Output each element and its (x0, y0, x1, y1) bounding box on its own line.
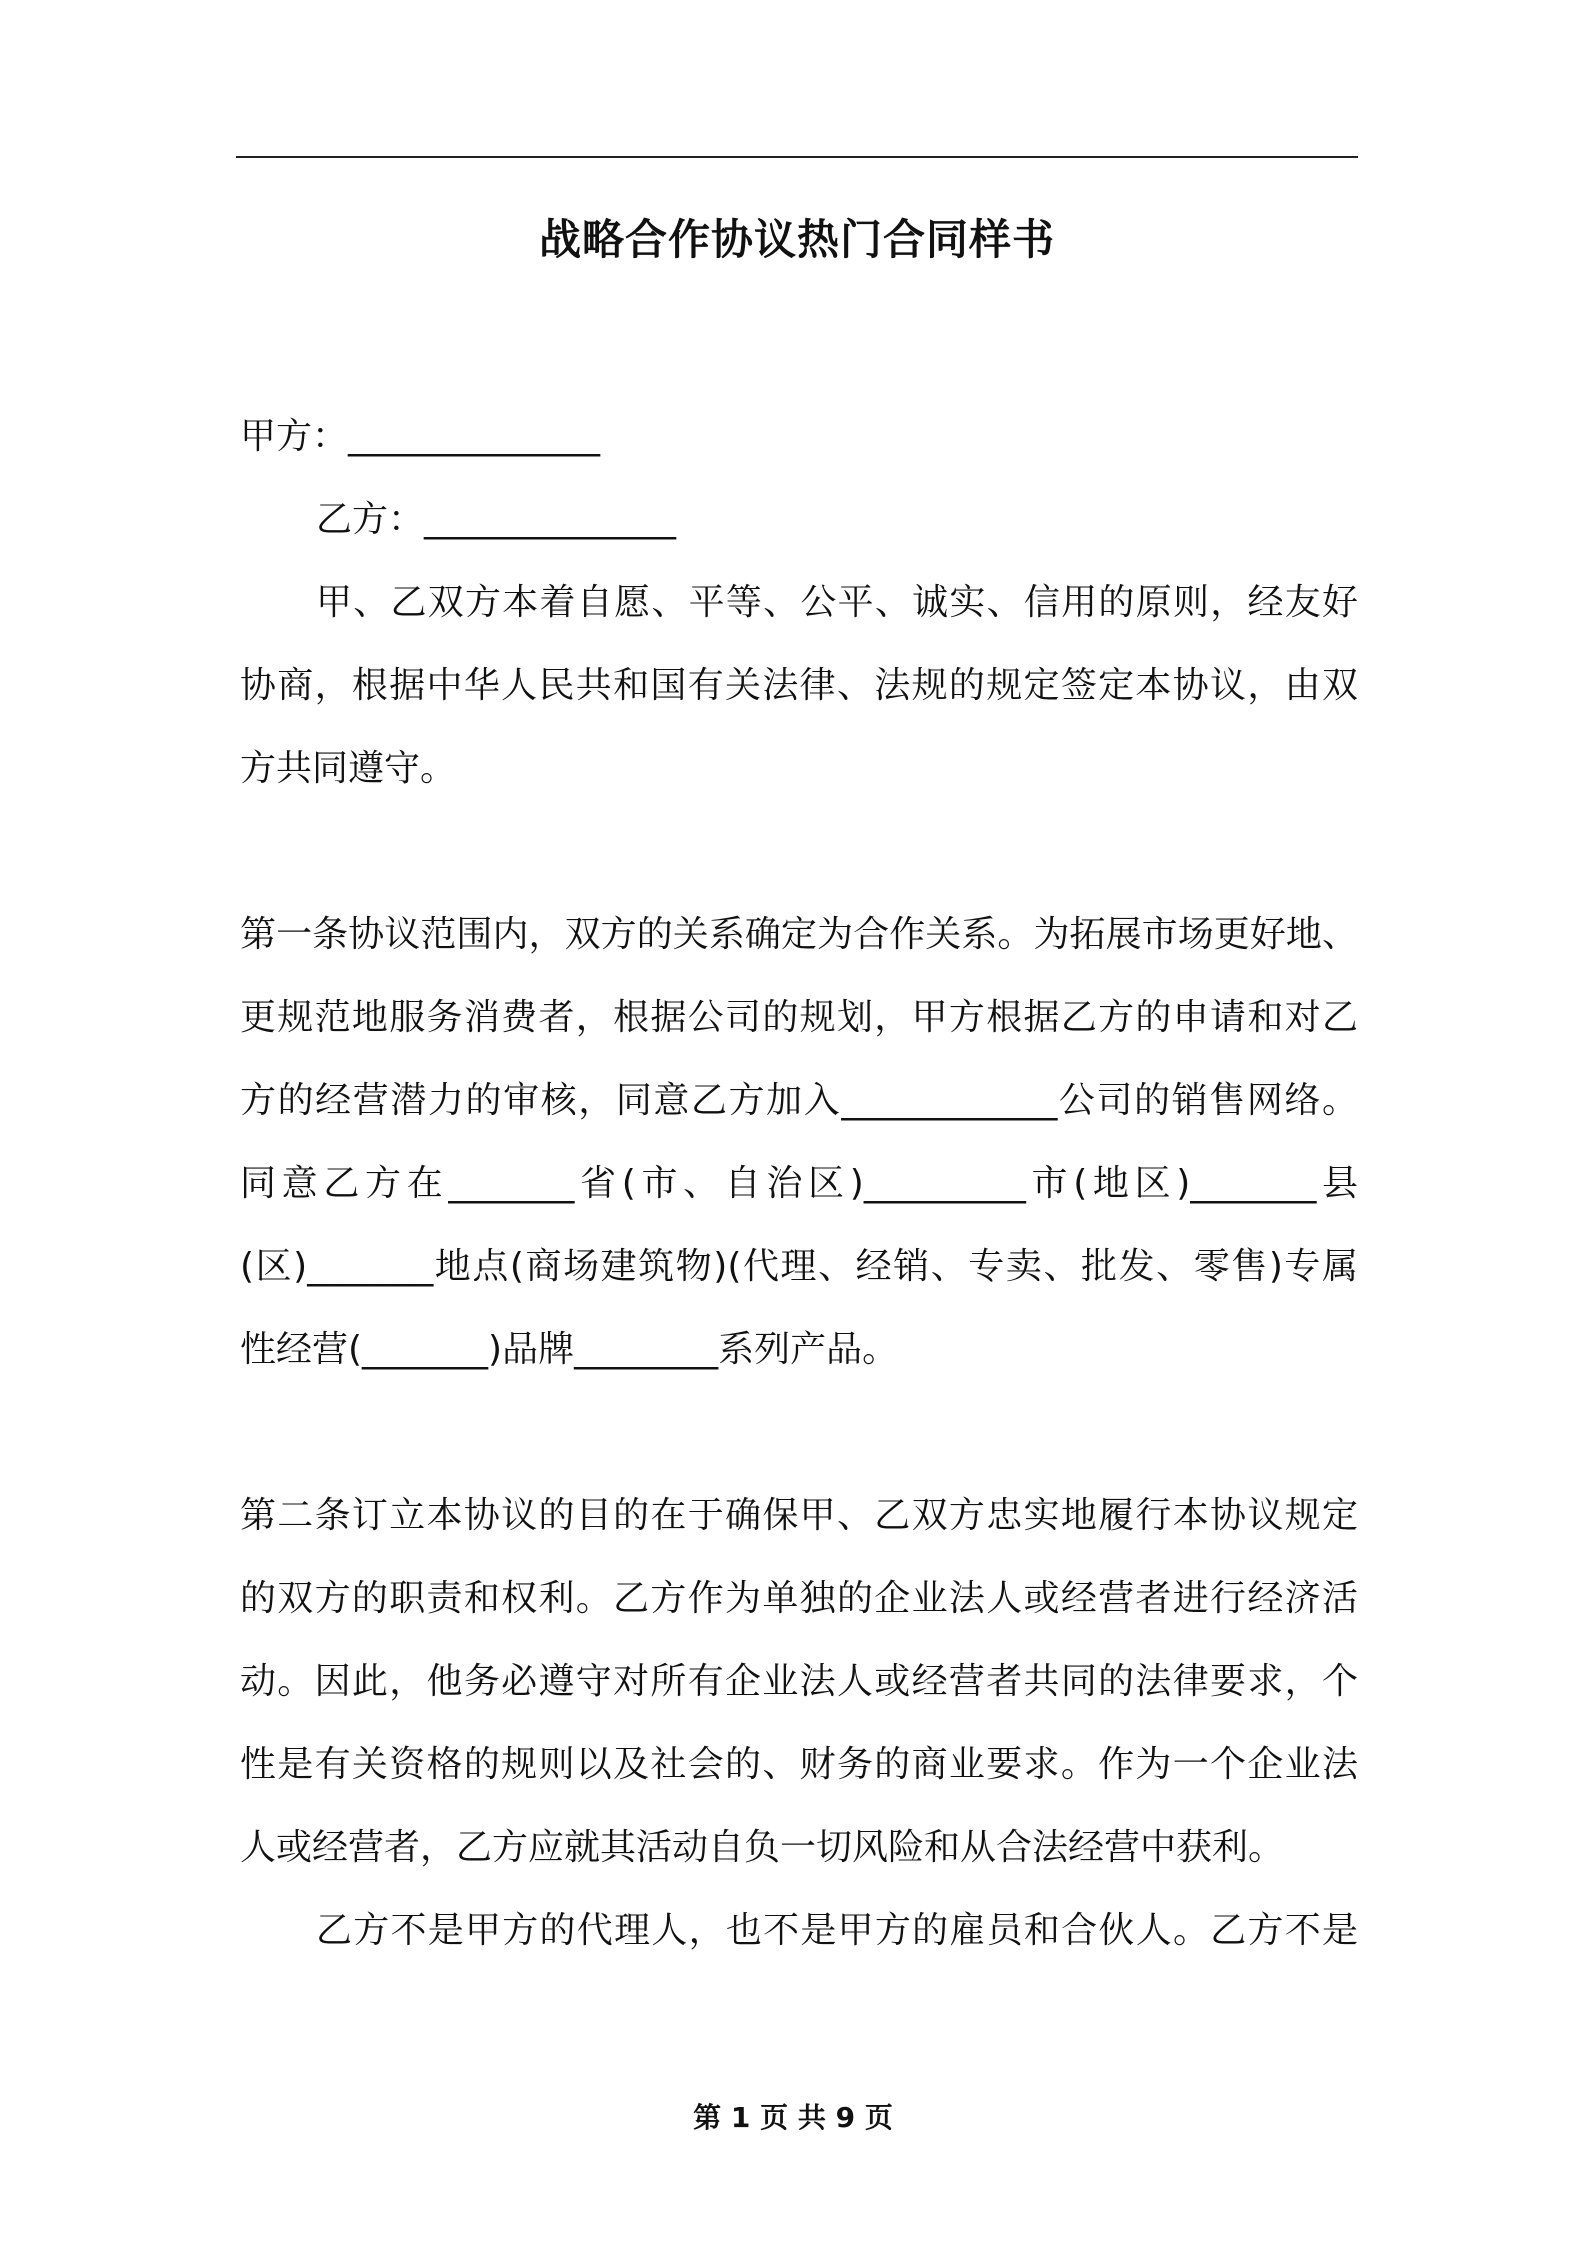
party-a-block (240, 395, 1358, 478)
intro-line: 方共同遵守。 (240, 748, 457, 789)
article-2-line: 人或经营者，乙方应就其活动自负一切风险和从合法经营中获利。 (240, 1827, 1285, 1868)
article-1-line: 性经营(_______)品牌________系列产品。 (240, 1329, 899, 1370)
header-rule (236, 156, 1358, 158)
article-1-line: 第一条协议范围内，双方的关系确定为合作关系。为拓展市场更好地、 (240, 914, 1358, 955)
intro-line: 甲、乙双方本着自愿、平等、公平、诚实、信用的原则，经友好 (316, 582, 1358, 623)
article-2-line: 动。因此，他务必遵守对所有企业法人或经营者共同的法律要求，个 (240, 1661, 1358, 1702)
document-title: 战略合作协议热门合同样书 (538, 215, 1055, 264)
article-2-line: 性是有关资格的规则以及社会的、财务的商业要求。作为一个企业法 (240, 1744, 1358, 1785)
article-1-line: 更规范地服务消费者，根据公司的规划，甲方根据乙方的申请和对乙 (240, 997, 1358, 1038)
article-2-line: 乙方不是甲方的代理人，也不是甲方的雇员和合伙人。乙方不是 (316, 1910, 1358, 1951)
party-b-block (240, 478, 1358, 561)
article-1-line: (区)_______地点(商场建筑物)(代理、经销、专卖、批发、零售)专属 (240, 1246, 1358, 1287)
article-2-paragraph (240, 1474, 1358, 1972)
intro-line: 协商，根据中华人民共和国有关法律、法规的规定签定本协议，由双 (240, 665, 1358, 706)
article-2-line: 的双方的职责和权利。乙方作为单独的企业法人或经营者进行经济活 (240, 1578, 1358, 1619)
article-1-line: 方的经营潜力的审核，同意乙方加入____________公司的销售网络。 (240, 1080, 1358, 1121)
article-1-paragraph (240, 893, 1358, 1391)
party-a-line: 甲方：______________ (240, 416, 601, 457)
article-2-line: 第二条订立本协议的目的在于确保甲、乙双方忠实地履行本协议规定 (240, 1495, 1358, 1536)
page-indicator: 第 1 页 共 9 页 (693, 2101, 893, 2134)
party-b-line: 乙方：______________ (316, 499, 677, 540)
article-1-line: 同意乙方在_______省(市、自治区)_________市(地区)_______县 (240, 1163, 1358, 1204)
intro-paragraph (240, 561, 1358, 810)
